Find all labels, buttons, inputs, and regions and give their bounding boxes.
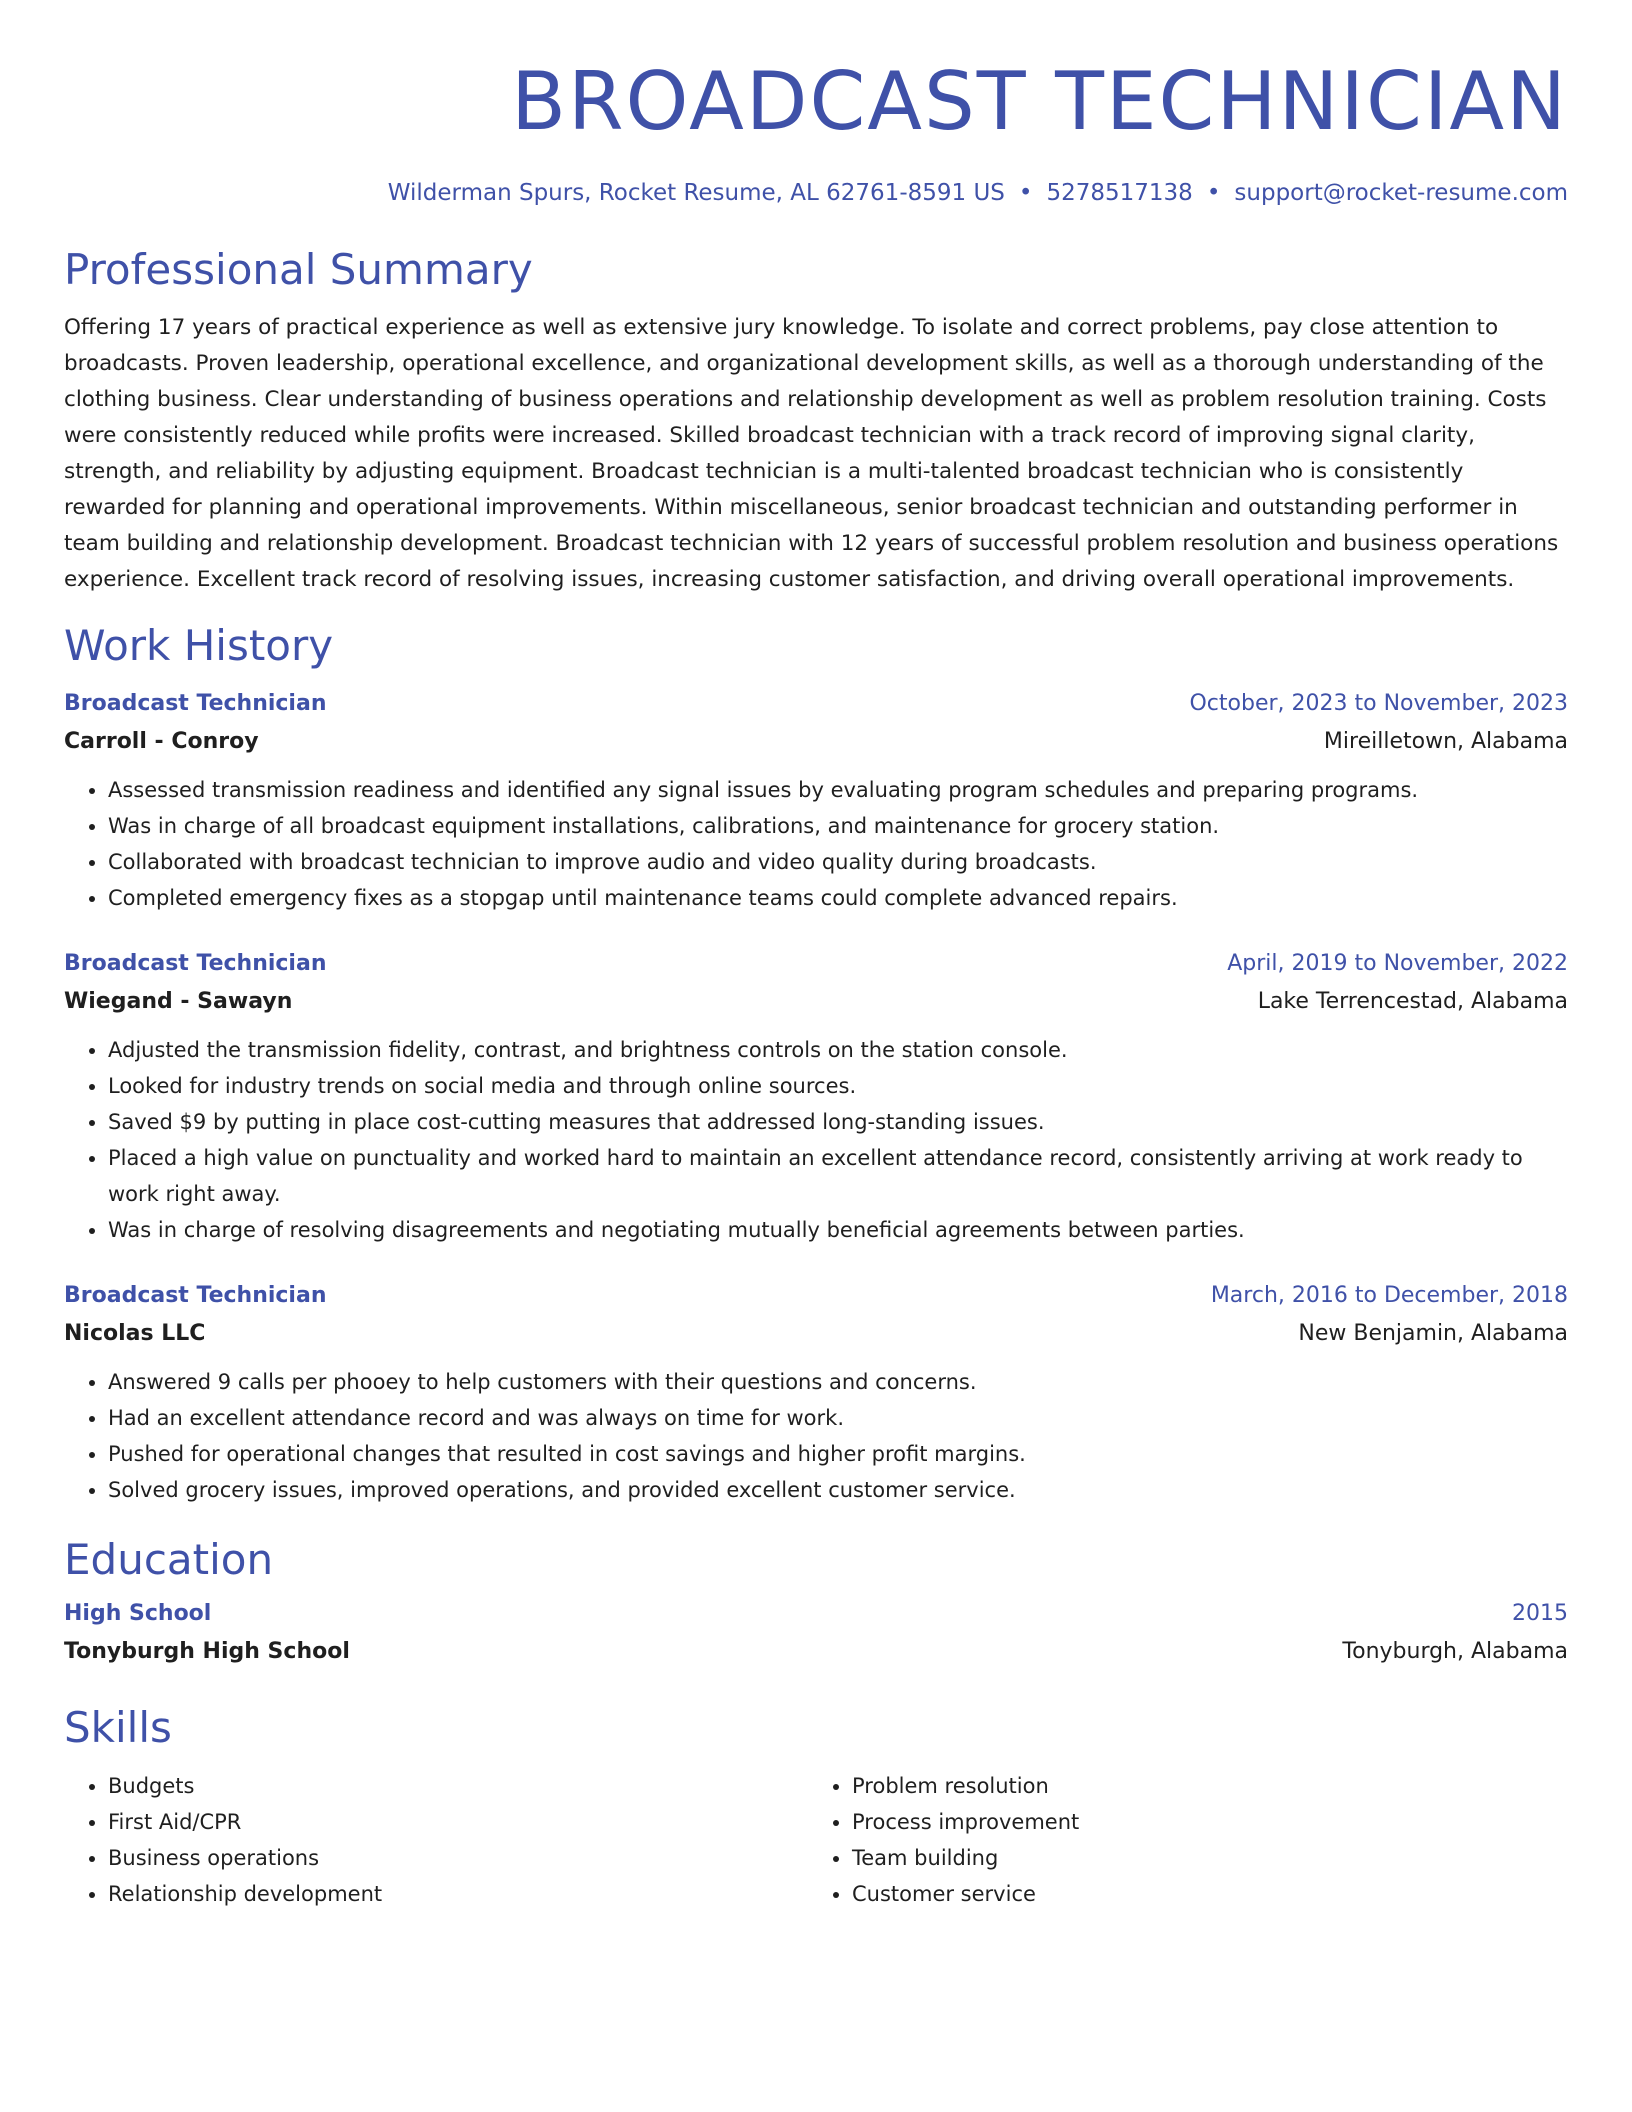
education-entry	[64, 1596, 1568, 1672]
contact-line	[64, 178, 1568, 208]
skill-item: • Relationship development	[108, 1876, 808, 1912]
job-bullet: • Adjusted the transmission fidelity, contrast, and brightness controls on the station console.	[108, 1032, 1568, 1068]
contact-email: support@rocket-resume.com	[1234, 180, 1568, 206]
job-bullet: • Looked for industry trends on social media and through online sources.	[108, 1068, 1568, 1104]
job-location: New Benjamin, Alabama	[1298, 1321, 1568, 1346]
education-heading: Education	[64, 1535, 274, 1584]
work-history-heading: Work History	[64, 621, 334, 670]
job-entry	[64, 946, 1568, 1248]
job-company: Wiegand - Sawayn	[64, 989, 293, 1014]
job-bullet: • Collaborated with broadcast technician to improve audio and video quality during broadcasts.	[108, 844, 1568, 880]
skill-item: • Team building	[852, 1840, 1452, 1876]
job-bullet: • Saved $9 by putting in place cost-cutting measures that addressed long-standing issues.	[108, 1104, 1568, 1140]
resume-title: BROADCAST TECHNICIAN	[511, 55, 1568, 148]
skills-heading: Skills	[64, 1703, 172, 1752]
job-company: Carroll - Conroy	[64, 729, 259, 754]
job-role: Broadcast Technician	[64, 1283, 327, 1308]
skills-grid	[64, 1768, 1568, 1912]
job-company: Nicolas LLC	[64, 1321, 206, 1346]
job-bullet: • Solved grocery issues, improved operations, and provided excellent customer service.	[108, 1472, 1568, 1508]
job-bullet: • Placed a high value on punctuality and worked hard to maintain an excellent attendance record, consistently arriving at work ready to work right away.	[108, 1140, 1568, 1212]
skill-item: • Process improvement	[852, 1804, 1452, 1840]
contact-separator: •	[1018, 180, 1033, 206]
job-bullets	[64, 1364, 1568, 1508]
job-location: Lake Terrencestad, Alabama	[1257, 989, 1568, 1014]
skills-column-right	[808, 1768, 1452, 1912]
summary-heading: Professional Summary	[64, 245, 533, 294]
contact-phone: 5278517138	[1046, 180, 1193, 206]
education-degree: High School	[64, 1601, 212, 1626]
summary-text: Offering 17 years of practical experience as well as extensive jury knowledge. To isolate and correct problems, pay close attention to broadcasts. Proven leadership, operational excellence, and organizational development skills, as well as a thorough understanding of the clothing business. Clear understanding of business operations and relationship development as well as problem resolution training. Costs were consistently reduced while profits were increased. Skilled broadcast technician with a track record of improving signal clarity, strength, and reliability by adjusting equipment. Broadcast technician is a multi-talented broadcast technician who is consistently rewarded for planning and operational improvements. Within miscellaneous, senior broadcast technician and outstanding performer in team building and relationship development. Broadcast technician with 12 years of successful problem resolution and business operations experience. Excellent track record of resolving issues, increasing customer satisfaction, and driving overall operational improvements.	[64, 315, 1559, 592]
job-dates: March, 2016 to December, 2018	[1210, 1283, 1568, 1308]
skill-item: • Customer service	[852, 1876, 1452, 1912]
job-role: Broadcast Technician	[64, 691, 327, 716]
job-bullet: • Assessed transmission readiness and identified any signal issues by evaluating program schedules and preparing programs.	[108, 772, 1568, 808]
job-bullet: • Completed emergency fixes as a stopgap until maintenance teams could complete advanced repairs.	[108, 880, 1568, 916]
skill-item: • Business operations	[108, 1840, 808, 1876]
education-year: 2015	[1512, 1601, 1568, 1626]
job-bullet: • Was in charge of resolving disagreements and negotiating mutually beneficial agreements between parties.	[108, 1212, 1568, 1248]
education-location: Tonyburgh, Alabama	[1342, 1639, 1568, 1664]
skill-item: • First Aid/CPR	[108, 1804, 808, 1840]
contact-address: Wilderman Spurs, Rocket Resume, AL 62761-8591 US	[387, 180, 1005, 206]
education-school: Tonyburgh High School	[64, 1639, 350, 1664]
skill-item: • Budgets	[108, 1768, 808, 1804]
job-bullet: • Pushed for operational changes that resulted in cost savings and higher profit margins.	[108, 1436, 1568, 1472]
job-dates: October, 2023 to November, 2023	[1189, 691, 1568, 716]
job-entry	[64, 1278, 1568, 1508]
job-role: Broadcast Technician	[64, 951, 327, 976]
skills-column-left	[64, 1768, 808, 1912]
skill-item: • Problem resolution	[852, 1768, 1452, 1804]
job-dates: April, 2019 to November, 2022	[1227, 951, 1568, 976]
job-bullet: • Answered 9 calls per phooey to help customers with their questions and concerns.	[108, 1364, 1568, 1400]
job-entry	[64, 686, 1568, 916]
job-bullets	[64, 1032, 1568, 1248]
job-bullet: • Had an excellent attendance record and was always on time for work.	[108, 1400, 1568, 1436]
contact-separator: •	[1206, 180, 1221, 206]
job-bullets	[64, 772, 1568, 916]
job-location: Mireilletown, Alabama	[1323, 729, 1568, 754]
job-bullet: • Was in charge of all broadcast equipment installations, calibrations, and maintenance for grocery station.	[108, 808, 1568, 844]
